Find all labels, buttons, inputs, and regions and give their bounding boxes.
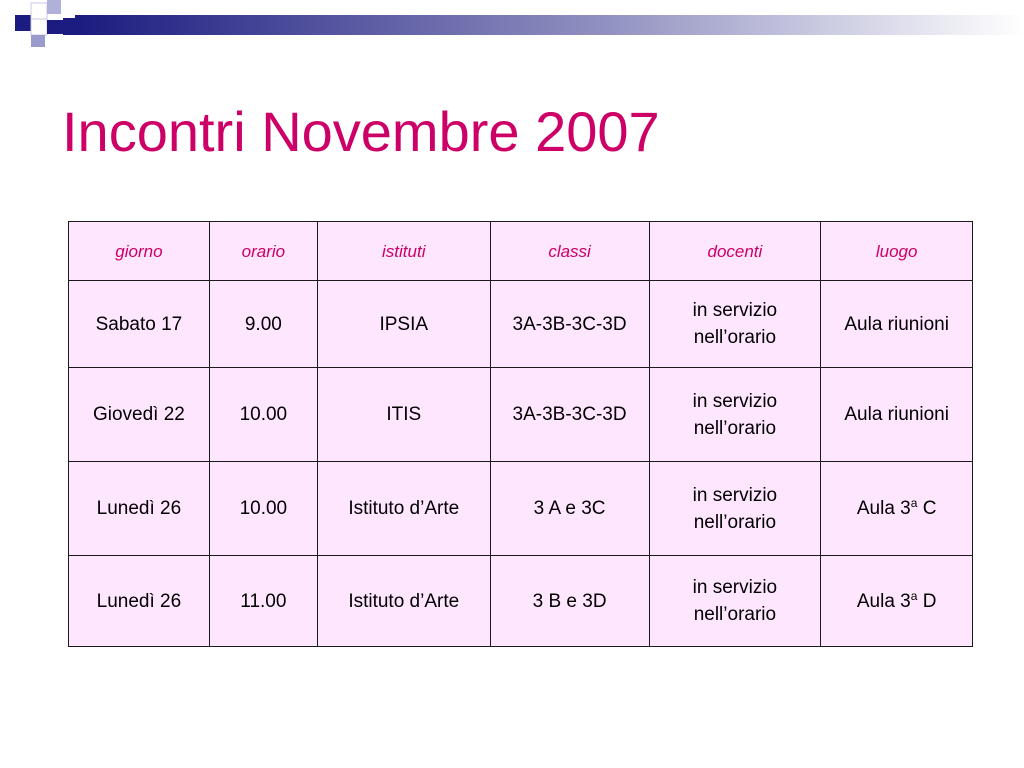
cell-giorno: Giovedì 22 [69,368,210,462]
cell-classi: 3A-3B-3C-3D [490,368,649,462]
docenti-line-1: in servizio [692,577,778,598]
table-header-row [69,222,973,281]
cell-orario: 10.00 [209,368,317,462]
table-row [69,462,973,556]
docenti-line-2: nell’orario [693,417,777,439]
col-header-istituti: istituti [317,222,490,281]
cell-luogo [821,556,973,647]
cell-classi: 3 A e 3C [490,462,649,556]
deco-square-white-outline-2 [31,19,47,35]
cell-docenti [649,281,821,368]
luogo-text: Aula 3 [856,590,911,612]
cell-istituti: ITIS [317,368,490,462]
cell-istituti: Istituto d’Arte [317,556,490,647]
col-header-docenti: docenti [649,222,821,281]
cell-luogo: Aula riunioni [821,368,973,462]
cell-luogo [821,462,973,556]
deco-square-navy-small [63,18,75,35]
deco-square-lavender [47,0,61,14]
luogo-suffix: C [917,498,937,519]
docenti-line-1: in servizio [692,300,778,321]
deco-square-white-outline [31,3,47,19]
col-header-giorno: giorno [69,222,210,281]
cell-giorno: Lunedì 26 [69,556,210,647]
docenti-line-1: in servizio [692,484,778,506]
cell-istituti: IPSIA [317,281,490,368]
luogo-superscript: a [910,588,918,603]
cell-luogo: Aula riunioni [821,281,973,368]
docenti-line-2: nell’orario [693,327,777,348]
cell-istituti: Istituto d’Arte [317,462,490,556]
slide-title: Incontri Novembre 2007 [62,100,660,163]
luogo-text: Aula 3 [856,498,911,519]
deco-square-navy [15,15,31,31]
cell-docenti [649,368,821,462]
cell-giorno: Lunedì 26 [69,462,210,556]
schedule-table [68,221,973,647]
table-row [69,368,973,462]
table-row [69,556,973,647]
table-row [69,281,973,368]
cell-giorno: Sabato 17 [69,281,210,368]
col-header-classi: classi [490,222,649,281]
col-header-orario: orario [209,222,317,281]
cell-classi: 3A-3B-3C-3D [490,281,649,368]
cell-orario: 9.00 [209,281,317,368]
luogo-superscript: a [910,496,918,510]
docenti-line-2: nell’orario [693,604,777,625]
col-header-luogo: luogo [821,222,973,281]
deco-square-navy-2 [47,20,63,34]
cell-orario: 10.00 [209,462,317,556]
cell-docenti [649,462,821,556]
cell-docenti [649,556,821,647]
cell-classi: 3 B e 3D [490,556,649,647]
cell-orario: 11.00 [209,556,317,647]
luogo-suffix: D [917,590,937,612]
deco-square-lavender-2 [31,35,45,47]
docenti-line-1: in servizio [692,390,778,412]
header-gradient-bar [75,15,1024,35]
docenti-line-2: nell’orario [693,511,777,533]
header-decoration [0,0,1024,70]
